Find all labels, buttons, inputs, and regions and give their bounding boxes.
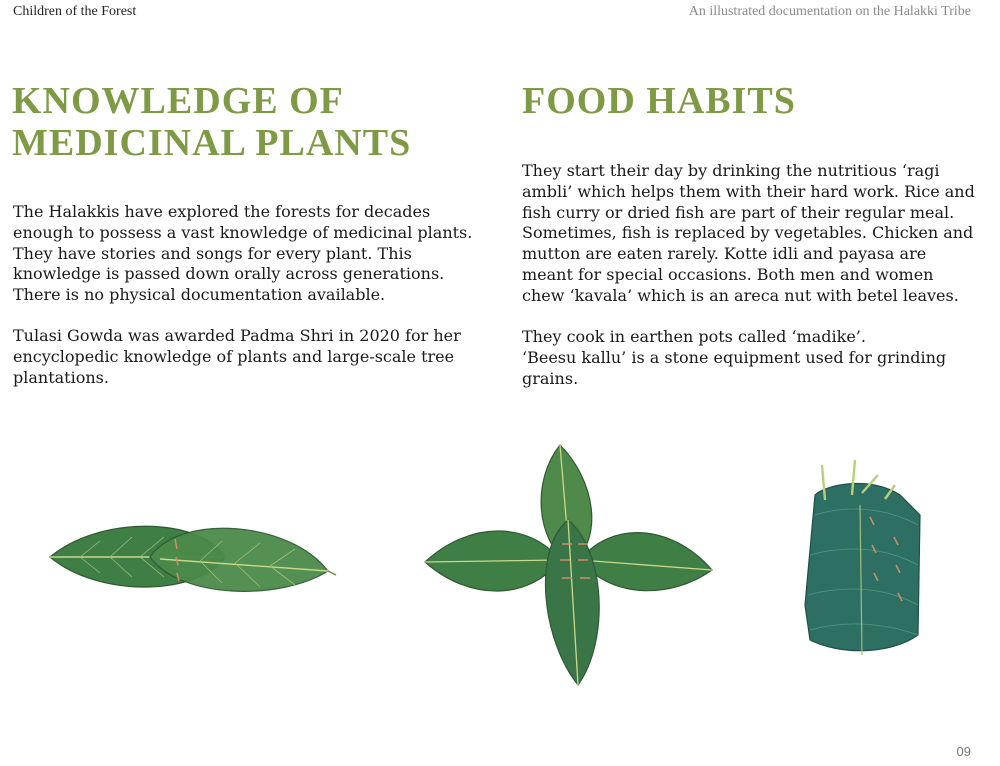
food-habits-line-1: They cook in earthen pots called ‘madike’. bbox=[522, 327, 866, 346]
header-book-title: Children of the Forest bbox=[13, 4, 137, 19]
medicinal-plants-paragraph-2: Tulasi Gowda was awarded Padma Shri in 2020 for her encyclopedic knowledge of plants and large-scale tree plantations. bbox=[13, 326, 461, 387]
page-number: 09 bbox=[956, 744, 971, 759]
title-line-2: MEDICINAL PLANTS bbox=[12, 122, 412, 164]
title-line-1: KNOWLEDGE OF bbox=[12, 80, 344, 122]
medicinal-plants-paragraph-1: The Halakkis have explored the forests for decades enough to possess a vast knowledge of medicinal plants. They have stories and songs for every plant. This knowledge is passed down orally across generations. There is no physical documentation available. bbox=[13, 202, 473, 305]
two-leaves-stitched-illustration bbox=[40, 505, 340, 615]
folded-leaf-packet-illustration bbox=[800, 455, 930, 660]
header-subtitle: An illustrated documentation on the Halakki Tribe bbox=[688, 4, 971, 19]
food-habits-paragraph-1: They start their day by drinking the nutritious ‘ragi ambli’ which helps them with their hard work. Rice and fish curry or dried fish are part of their regular meal. Sometimes, fish is replaced by vegetables. Chicken and mutton are eaten rarely. Kotte idli and payasa are meant for special occasions. Both men and women chew ‘kavala’ which is an areca nut with betel leaves. bbox=[522, 161, 975, 305]
section-title-medicinal-plants bbox=[12, 80, 411, 164]
food-habits-line-2: ‘Beesu kallu’ is a stone equipment used for grinding grains. bbox=[522, 347, 947, 388]
section-title-food-habits: FOOD HABITS bbox=[522, 80, 796, 122]
food-habits-paragraph-2 bbox=[522, 327, 977, 389]
four-leaf-cross-illustration bbox=[420, 440, 720, 690]
